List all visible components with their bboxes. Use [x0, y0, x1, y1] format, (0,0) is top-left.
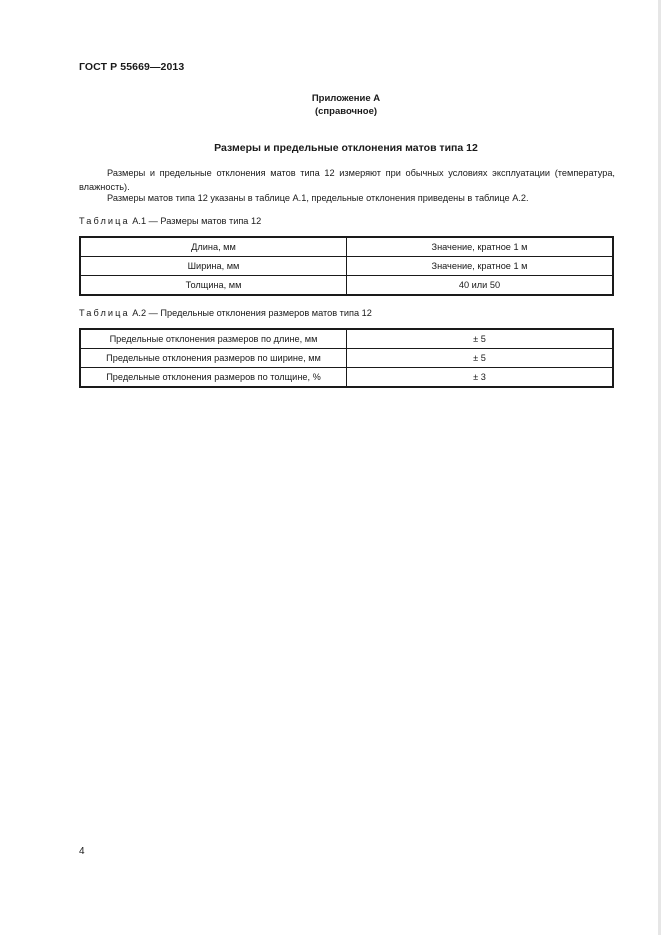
table-row — [80, 276, 613, 296]
table-cell: Ширина, мм — [80, 257, 347, 276]
table-1 — [79, 236, 614, 296]
table-cell: Предельные отклонения размеров по длине, мм — [80, 329, 347, 349]
table-cell: Предельные отклонения размеров по толщине, % — [80, 368, 347, 388]
table-1-caption-text: А.1 — Размеры матов типа 12 — [132, 216, 262, 226]
table-row — [80, 349, 613, 368]
appendix-title: Приложение А — [311, 93, 381, 104]
table-cell: Толщина, мм — [80, 276, 347, 296]
appendix-subtitle: (справочное) — [314, 106, 378, 117]
paragraph-2-text: Размеры матов типа 12 указаны в таблице А.1, предельные отклонения приведены в таблице А.2. — [107, 193, 529, 203]
paragraph-2 — [79, 192, 615, 206]
table-cell: ± 3 — [347, 368, 614, 388]
table-cell: ± 5 — [347, 349, 614, 368]
table-cell: 40 или 50 — [347, 276, 614, 296]
table-cell: Значение, кратное 1 м — [347, 237, 614, 257]
table-1-caption — [79, 216, 261, 226]
table-row — [80, 368, 613, 388]
table-1-caption-prefix: Таблица — [79, 216, 130, 226]
table-row — [80, 257, 613, 276]
table-cell: ± 5 — [347, 329, 614, 349]
paragraph-1 — [79, 167, 615, 194]
appendix-heading — [0, 92, 661, 118]
section-title: Размеры и предельные отклонения матов типа 12 — [214, 142, 478, 154]
table-row — [80, 237, 613, 257]
table-2-caption-text: А.2 — Предельные отклонения размеров матов типа 12 — [132, 308, 372, 318]
table-2 — [79, 328, 614, 388]
table-row — [80, 329, 613, 349]
table-cell: Длина, мм — [80, 237, 347, 257]
table-2-caption-prefix: Таблица — [79, 308, 130, 318]
document-code: ГОСТ Р 55669—2013 — [79, 61, 185, 73]
table-cell: Значение, кратное 1 м — [347, 257, 614, 276]
paragraph-1-text: Размеры и предельные отклонения матов типа 12 измеряют при обычных условиях эксплуатации (температура, влажность). — [79, 168, 615, 192]
table-cell: Предельные отклонения размеров по ширине, мм — [80, 349, 347, 368]
page-number: 4 — [79, 846, 85, 857]
table-2-caption — [79, 308, 372, 318]
